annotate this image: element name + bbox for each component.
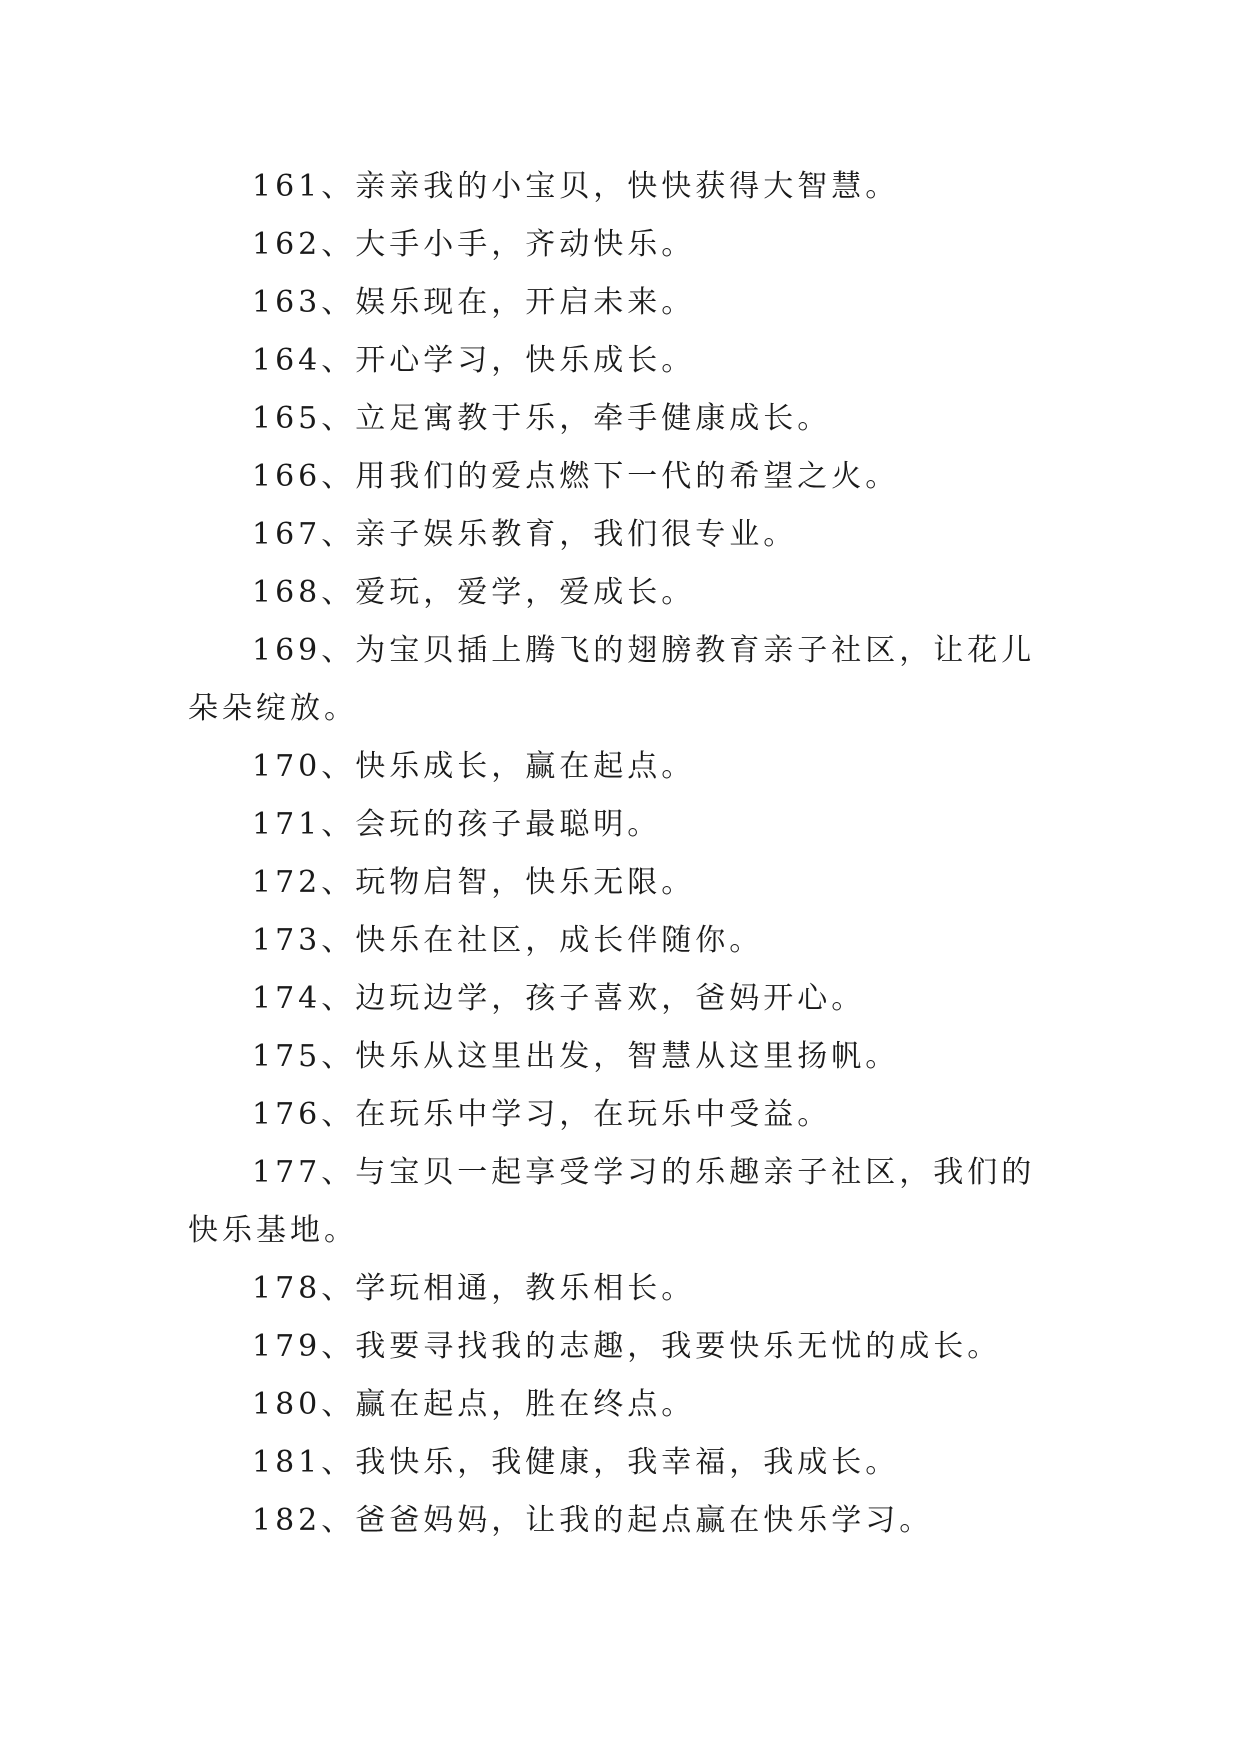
slogan-176: 176、在玩乐中学习，在玩乐中受益。 (252, 1097, 832, 1132)
slogan-171: 171、会玩的孩子最聪明。 (252, 807, 662, 842)
slogan-174: 174、边玩边学，孩子喜欢，爸妈开心。 (252, 981, 866, 1016)
slogan-180: 180、赢在起点，胜在终点。 (252, 1387, 696, 1422)
slogan-164: 164、开心学习，快乐成长。 (252, 343, 696, 378)
slogan-165: 165、立足寓教于乐，牵手健康成长。 (252, 401, 832, 436)
slogan-169: 169、为宝贝插上腾飞的翅膀教育亲子社区，让花儿朵朵绽放。 (188, 633, 1036, 726)
slogan-163: 163、娱乐现在，开启未来。 (252, 285, 696, 320)
slogan-172: 172、玩物启智，快乐无限。 (252, 865, 696, 900)
slogan-178: 178、学玩相通，教乐相长。 (252, 1271, 696, 1306)
slogan-162: 162、大手小手，齐动快乐。 (252, 227, 696, 262)
slogan-182: 182、爸爸妈妈，让我的起点赢在快乐学习。 (252, 1503, 934, 1538)
slogan-167: 167、亲子娱乐教育，我们很专业。 (252, 517, 798, 552)
slogan-166: 166、用我们的爱点燃下一代的希望之火。 (252, 459, 900, 494)
slogan-168: 168、爱玩，爱学，爱成长。 (252, 575, 696, 610)
slogan-177: 177、与宝贝一起享受学习的乐趣亲子社区，我们的快乐基地。 (188, 1155, 1036, 1248)
slogan-175: 175、快乐从这里出发，智慧从这里扬帆。 (252, 1039, 900, 1074)
slogan-181: 181、我快乐，我健康，我幸福，我成长。 (252, 1445, 900, 1480)
slogan-170: 170、快乐成长，赢在起点。 (252, 749, 696, 784)
slogan-161: 161、亲亲我的小宝贝，快快获得大智慧。 (252, 169, 900, 204)
slogan-179: 179、我要寻找我的志趣，我要快乐无忧的成长。 (252, 1329, 1002, 1364)
slogan-173: 173、快乐在社区，成长伴随你。 (252, 923, 764, 958)
document-body (188, 158, 1068, 1550)
